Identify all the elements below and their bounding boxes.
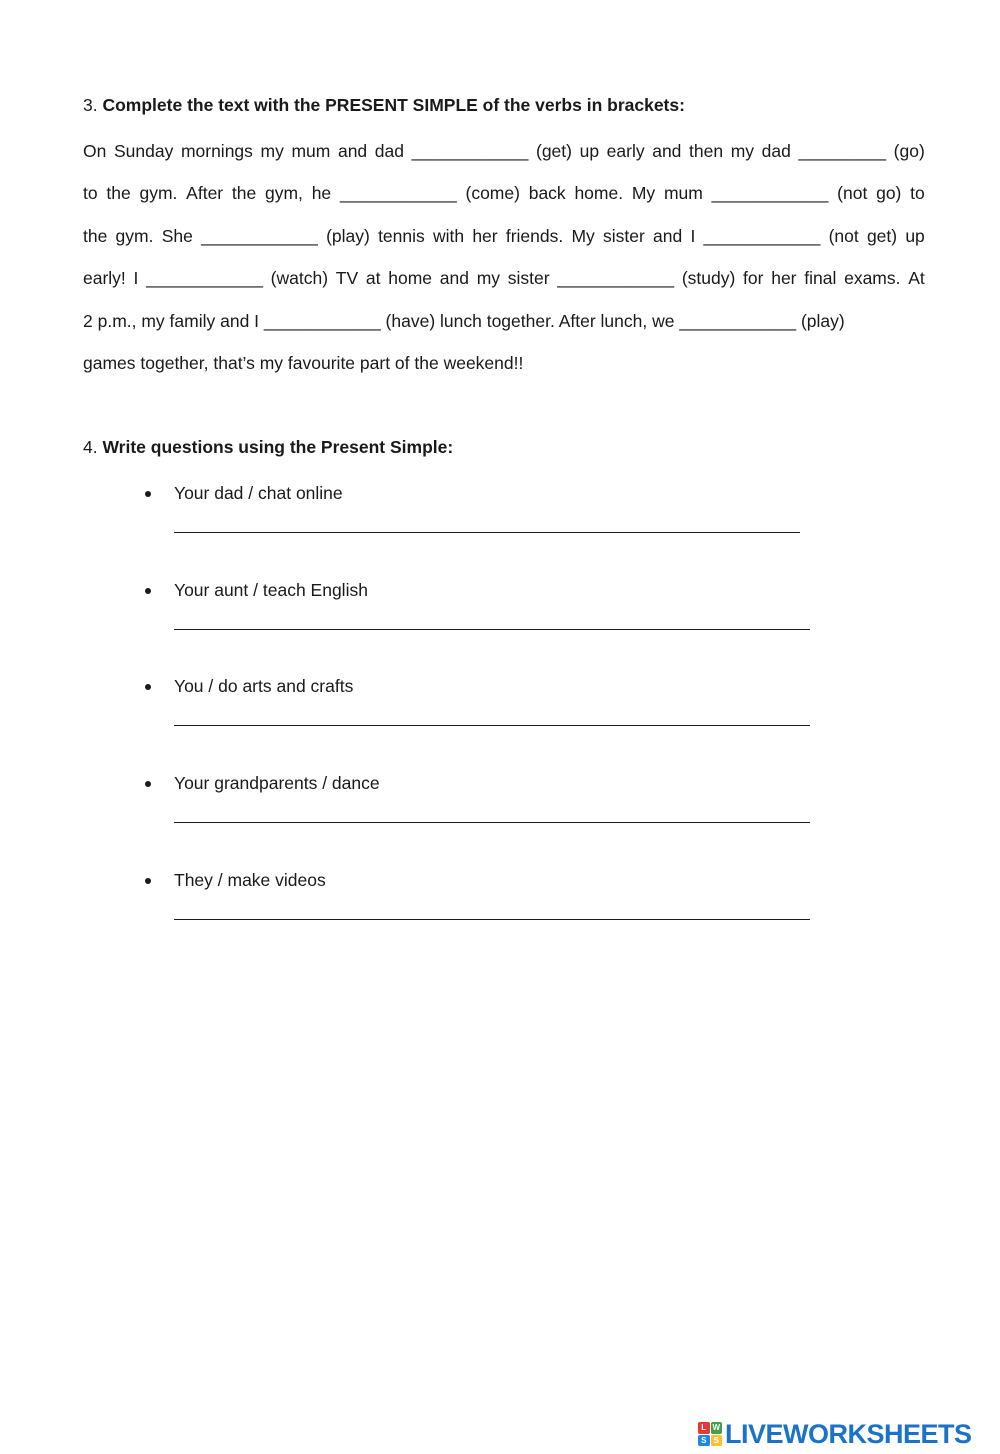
word: My (571, 226, 595, 246)
logo-square: S (711, 1435, 723, 1447)
word: go) (876, 183, 902, 203)
text-segment: games together, that’s my favourite part of the weekend!! (83, 353, 524, 373)
word: ____________ (703, 226, 821, 246)
word: up (905, 226, 925, 246)
word: I (690, 226, 696, 246)
question-prompt: Your dad / chat online (174, 483, 343, 503)
word: ____________ (339, 183, 457, 203)
word: mornings (180, 141, 253, 161)
question-prompt: They / make videos (174, 870, 326, 890)
bullet-icon (145, 878, 151, 884)
bullet-icon (145, 491, 151, 497)
word: early (606, 141, 645, 161)
exercise-3-line-4 (83, 267, 925, 289)
word: (not (828, 226, 859, 246)
word: and (653, 226, 683, 246)
word: (watch) (270, 268, 329, 288)
question-prompt: Your aunt / teach English (174, 580, 368, 600)
exercise-3-line-2 (83, 182, 925, 204)
word: get) (866, 226, 898, 246)
question-prompt: You / do arts and crafts (174, 676, 354, 696)
word: After (186, 183, 224, 203)
answer-line[interactable] (174, 532, 800, 533)
word: exams. (844, 268, 901, 288)
word: my (476, 268, 501, 288)
logo-square: W (712, 1423, 721, 1432)
word: with (432, 226, 465, 246)
word: for (743, 268, 764, 288)
word: dad (374, 141, 404, 161)
word: the (106, 183, 131, 203)
word: friends. (505, 226, 564, 246)
word: and (652, 141, 682, 161)
word: her (472, 226, 498, 246)
answer-line[interactable] (174, 919, 810, 920)
word: and (337, 141, 368, 161)
word: She (161, 226, 193, 246)
logo-squares-icon (698, 1422, 722, 1446)
word: mum (291, 141, 331, 161)
word: at (365, 268, 381, 288)
text-segment: 2 p.m., my family and I ____________ (have) lunch together. After lunch, we ____________ (play) (83, 311, 845, 331)
exercise-4-number: 4. (83, 437, 98, 457)
word: he (311, 183, 332, 203)
exercise-3-line-3 (83, 225, 925, 247)
word: early! (83, 268, 126, 288)
word: I (133, 268, 139, 288)
logo-square: L (698, 1422, 710, 1434)
exercise-3-instruction: Complete the text with the PRESENT SIMPLE of the verbs in brackets: (102, 95, 685, 115)
word: back (528, 183, 566, 203)
word: My (631, 183, 656, 203)
answer-line[interactable] (174, 725, 810, 726)
word: the (83, 226, 108, 246)
word: ____________ (557, 268, 675, 288)
word: _________ (798, 141, 887, 161)
word: gym. (139, 183, 178, 203)
word: ____________ (711, 183, 829, 203)
word: her (771, 268, 797, 288)
exercise-3-number: 3. (83, 95, 98, 115)
word: and (439, 268, 469, 288)
exercise-3-line-5 (83, 310, 925, 332)
word: ____________ (201, 226, 318, 246)
exercise-3-line-1 (83, 140, 925, 162)
word: (go) (893, 141, 925, 161)
word: the (231, 183, 257, 203)
word: my (260, 141, 284, 161)
bullet-icon (145, 781, 151, 787)
word: home. (574, 183, 624, 203)
logo-square: S (698, 1435, 710, 1447)
word: gym. (115, 226, 154, 246)
word: At (908, 268, 925, 288)
answer-line[interactable] (174, 629, 810, 630)
word: gym, (265, 183, 303, 203)
word: final (804, 268, 837, 288)
exercise-4-instruction: Write questions using the Present Simple: (102, 437, 454, 457)
question-prompt: Your grandparents / dance (174, 773, 380, 793)
word: ____________ (146, 268, 263, 288)
word: TV (335, 268, 359, 288)
word: home (388, 268, 433, 288)
word: (get) (536, 141, 572, 161)
word: then (689, 141, 724, 161)
word: Sunday (113, 141, 174, 161)
exercise-3-title (83, 94, 685, 116)
bullet-icon (145, 588, 151, 594)
bullet-icon (145, 684, 151, 690)
word: my (730, 141, 755, 161)
word: (study) (681, 268, 736, 288)
exercise-4-title (83, 436, 453, 458)
word: (come) (465, 183, 520, 203)
word: mum (663, 183, 703, 203)
word: up (579, 141, 600, 161)
word: to (83, 183, 98, 203)
word: to (910, 183, 925, 203)
word: sister (603, 226, 645, 246)
answer-line[interactable] (174, 822, 810, 823)
logo-text: LIVEWORKSHEETS (725, 1419, 972, 1449)
word: dad (761, 141, 791, 161)
word: tennis (378, 226, 425, 246)
word: (not (837, 183, 868, 203)
word: ____________ (411, 141, 529, 161)
word: sister (507, 268, 550, 288)
word: (play) (326, 226, 370, 246)
exercise-3-line-6 (83, 352, 925, 374)
word: On (83, 141, 107, 161)
